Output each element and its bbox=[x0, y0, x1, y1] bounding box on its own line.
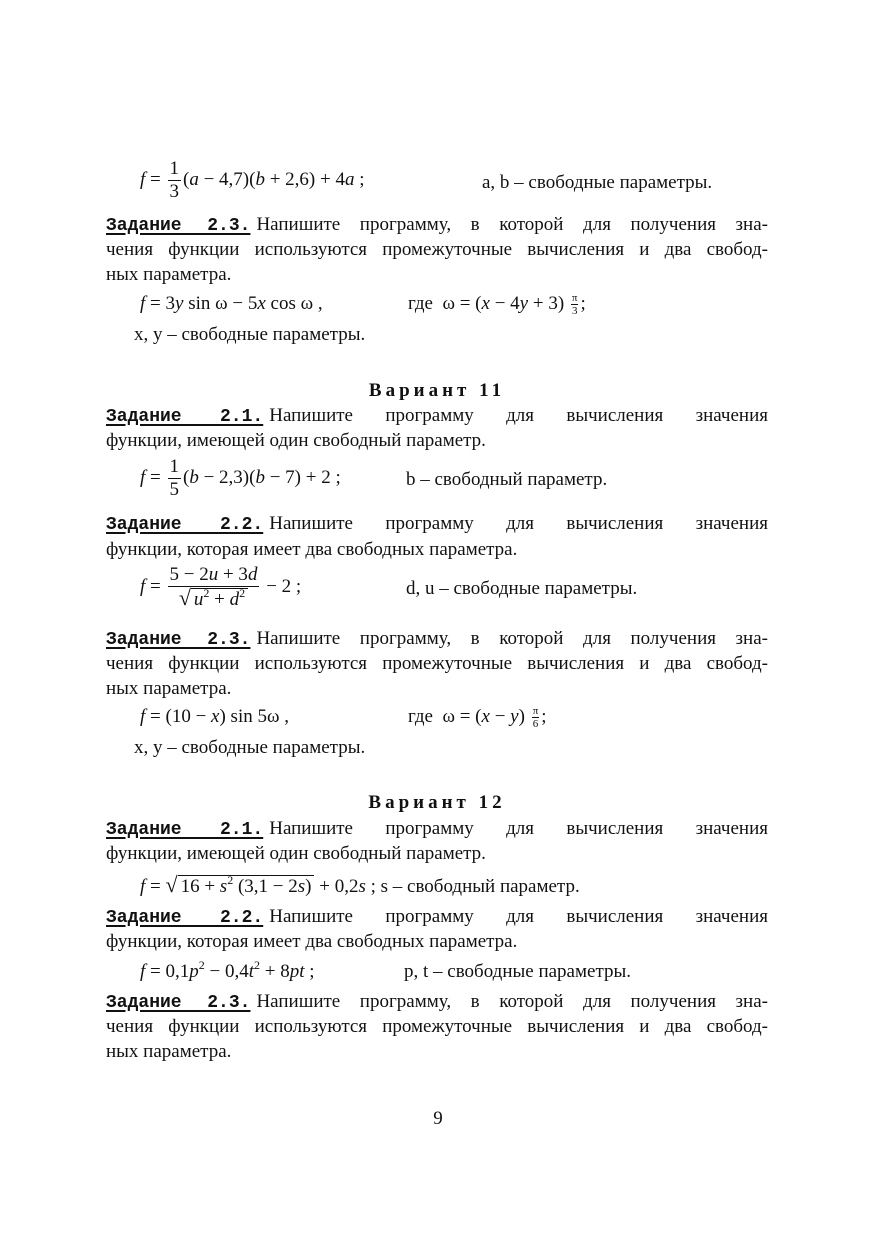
task-label: Задание 2.2. bbox=[106, 515, 264, 535]
formula-v11-23-omega: где ω = (x − y) $\frac{\pi}{6}$ ; bbox=[408, 705, 547, 731]
v11-task-21-line2: функции, имеющей один свободный параметр. bbox=[106, 430, 486, 451]
v11-task-23-line3: ных параметра. bbox=[106, 678, 232, 699]
params-v12-22: p, t – свободные параметры. bbox=[404, 961, 631, 982]
v11-task-21-line1: Задание 2.1. Напишите программу для вычисления значения bbox=[106, 405, 768, 427]
v12-task-21-line2: функции, имеющей один свободный параметр. bbox=[106, 843, 486, 864]
params-v10-23: x, y – свободные параметры. bbox=[134, 324, 366, 345]
params-v12-21: ; s – свободный параметр. bbox=[370, 876, 580, 897]
task-label: Задание 2.1. bbox=[106, 820, 264, 840]
v12-task-23-line1: Задание 2.3. Напишите программу, в которой для получения зна- bbox=[106, 991, 768, 1013]
formula-v11-22: f = $\frac{5 - 2u + 3d}{√ u^2 + d^2}$ − 2 ; bbox=[140, 564, 302, 610]
formula-v12-21: f = √ $16 + s^2$ (3,1 − 2s) + 0,2s ; s – свободный параметр. bbox=[140, 872, 580, 897]
formula-top: f = $\frac{1}{3}$ (a − 4,7)(b + 2,6) + 4a ; bbox=[140, 158, 365, 202]
formula-v11-23: f = (10 − x) sin 5ω , bbox=[140, 706, 289, 727]
v12-task-23-line3: ных параметра. bbox=[106, 1041, 232, 1062]
v12-task-22-line2: функции, которая имеет два свободных параметра. bbox=[106, 931, 518, 952]
task-23-line3: ных параметра. bbox=[106, 264, 232, 285]
task-label: Задание 2.3. bbox=[106, 993, 251, 1013]
task-label: Задание 2.3. bbox=[106, 216, 251, 236]
v11-task-22-line1: Задание 2.2. Напишите программу для вычисления значения bbox=[106, 513, 768, 535]
v11-task-23-line1: Задание 2.3. Напишите программу, в которой для получения зна- bbox=[106, 628, 768, 650]
task-23-line1: Задание 2.3. Напишите программу, в которой для получения зна- bbox=[106, 214, 768, 236]
v11-task-23-line2: чения функции используются промежуточные вычисления и два свобод- bbox=[106, 653, 768, 674]
formula-v12-22: $f = 0,1p^2 - 0,4t^2 + 8pt$ ; bbox=[140, 958, 315, 982]
params-v11-23: x, y – свободные параметры. bbox=[134, 737, 366, 758]
formula-v11-21: f = $\frac{1}{5}$ (b − 2,3)(b − 7) + 2 ; bbox=[140, 456, 341, 500]
v12-task-22-line1: Задание 2.2. Напишите программу для вычисления значения bbox=[106, 906, 768, 928]
v11-task-22-line2: функции, которая имеет два свободных параметра. bbox=[106, 539, 518, 560]
variant-12-heading: Вариант 12 bbox=[368, 792, 506, 813]
formula-v10-23-omega: где ω = (x − 4y + 3) $\frac{\pi}{3}$ ; bbox=[408, 292, 586, 318]
task-23-line2: чения функции используются промежуточные вычисления и два свобод- bbox=[106, 239, 768, 260]
page-number: 9 bbox=[433, 1108, 443, 1129]
params-v11-22: d, u – свободные параметры. bbox=[406, 578, 638, 599]
v12-task-21-line1: Задание 2.1. Напишите программу для вычисления значения bbox=[106, 818, 768, 840]
variant-11-heading: Вариант 11 bbox=[368, 380, 506, 401]
task-label: Задание 2.1. bbox=[106, 407, 264, 427]
params-top: a, b – свободные параметры. bbox=[482, 172, 713, 193]
formula-v10-23: f = 3y sin ω − 5x cos ω , bbox=[140, 293, 323, 314]
task-label: Задание 2.2. bbox=[106, 908, 264, 928]
v12-task-23-line2: чения функции используются промежуточные вычисления и два свобод- bbox=[106, 1016, 768, 1037]
task-label: Задание 2.3. bbox=[106, 630, 251, 650]
params-v11-21: b – свободный параметр. bbox=[406, 469, 608, 490]
